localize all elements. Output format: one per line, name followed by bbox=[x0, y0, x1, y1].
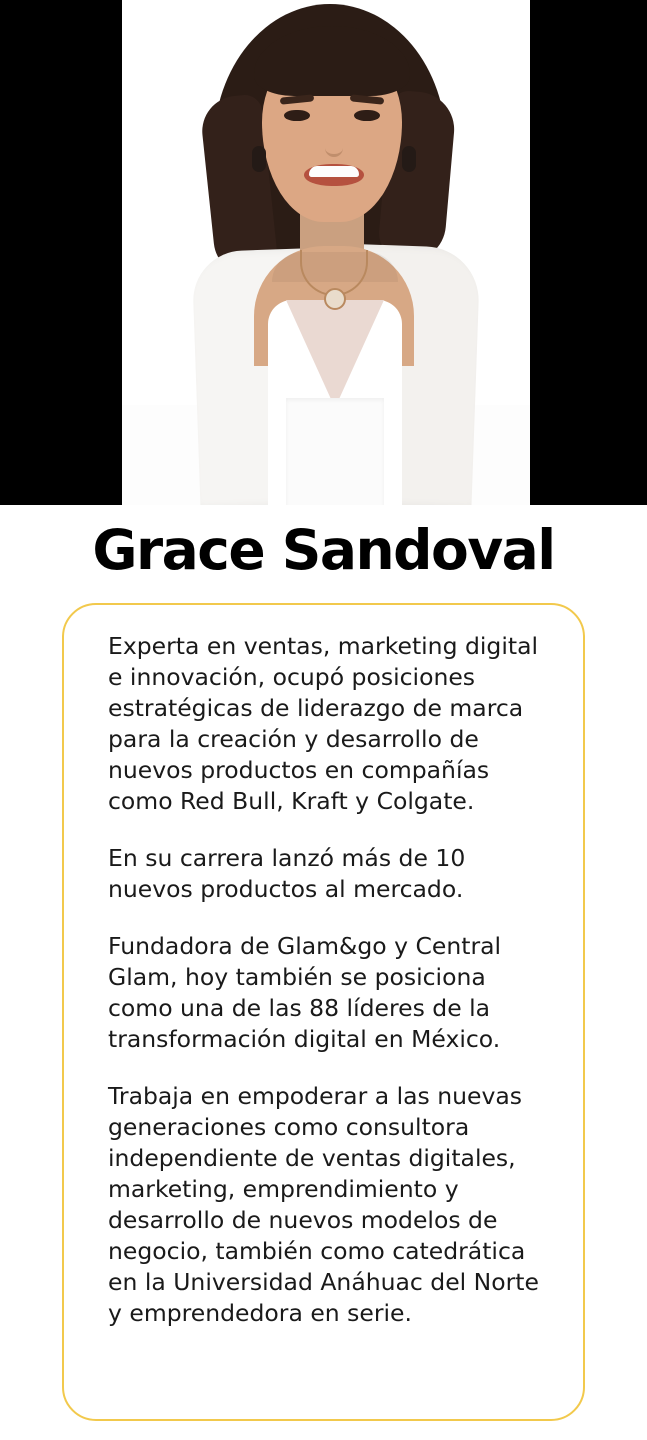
necklace-pendant bbox=[324, 288, 346, 310]
bio-paragraph: Trabaja en empoderar a las nuevas generaciones como consultora independiente de ventas digitales, marketing, emprendimiento y desarrollo de nuevos modelos de negocio, también como catedrática en la Universidad Anáhuac del Norte y emprendedora en serie. bbox=[108, 1082, 539, 1327]
earring-left bbox=[252, 146, 266, 172]
bio-box bbox=[62, 603, 585, 1421]
bio-paragraph: En su carrera lanzó más de 10 nuevos productos al mercado. bbox=[108, 844, 466, 903]
eye-left bbox=[284, 110, 310, 121]
portrait-illustration bbox=[122, 0, 530, 505]
bio-paragraph: Experta en ventas, marketing digital e innovación, ocupó posiciones estratégicas de liderazgo de marca para la creación y desarrollo de nuevos productos en compañías como Red Bull, Kraft y Colgate. bbox=[108, 632, 538, 815]
blouse-seam bbox=[286, 398, 384, 505]
speaker-name: Grace Sandoval bbox=[92, 518, 555, 582]
eye-right bbox=[354, 110, 380, 121]
mouth bbox=[304, 164, 364, 186]
bio-section bbox=[0, 595, 647, 1440]
earring-right bbox=[402, 146, 416, 172]
bio-paragraph: Fundadora de Glam&go y Central Glam, hoy también se posiciona como una de las 88 líderes de la transformación digital en México. bbox=[108, 932, 502, 1053]
nose bbox=[325, 128, 343, 157]
teeth bbox=[309, 166, 359, 177]
speaker-photo bbox=[0, 0, 647, 505]
